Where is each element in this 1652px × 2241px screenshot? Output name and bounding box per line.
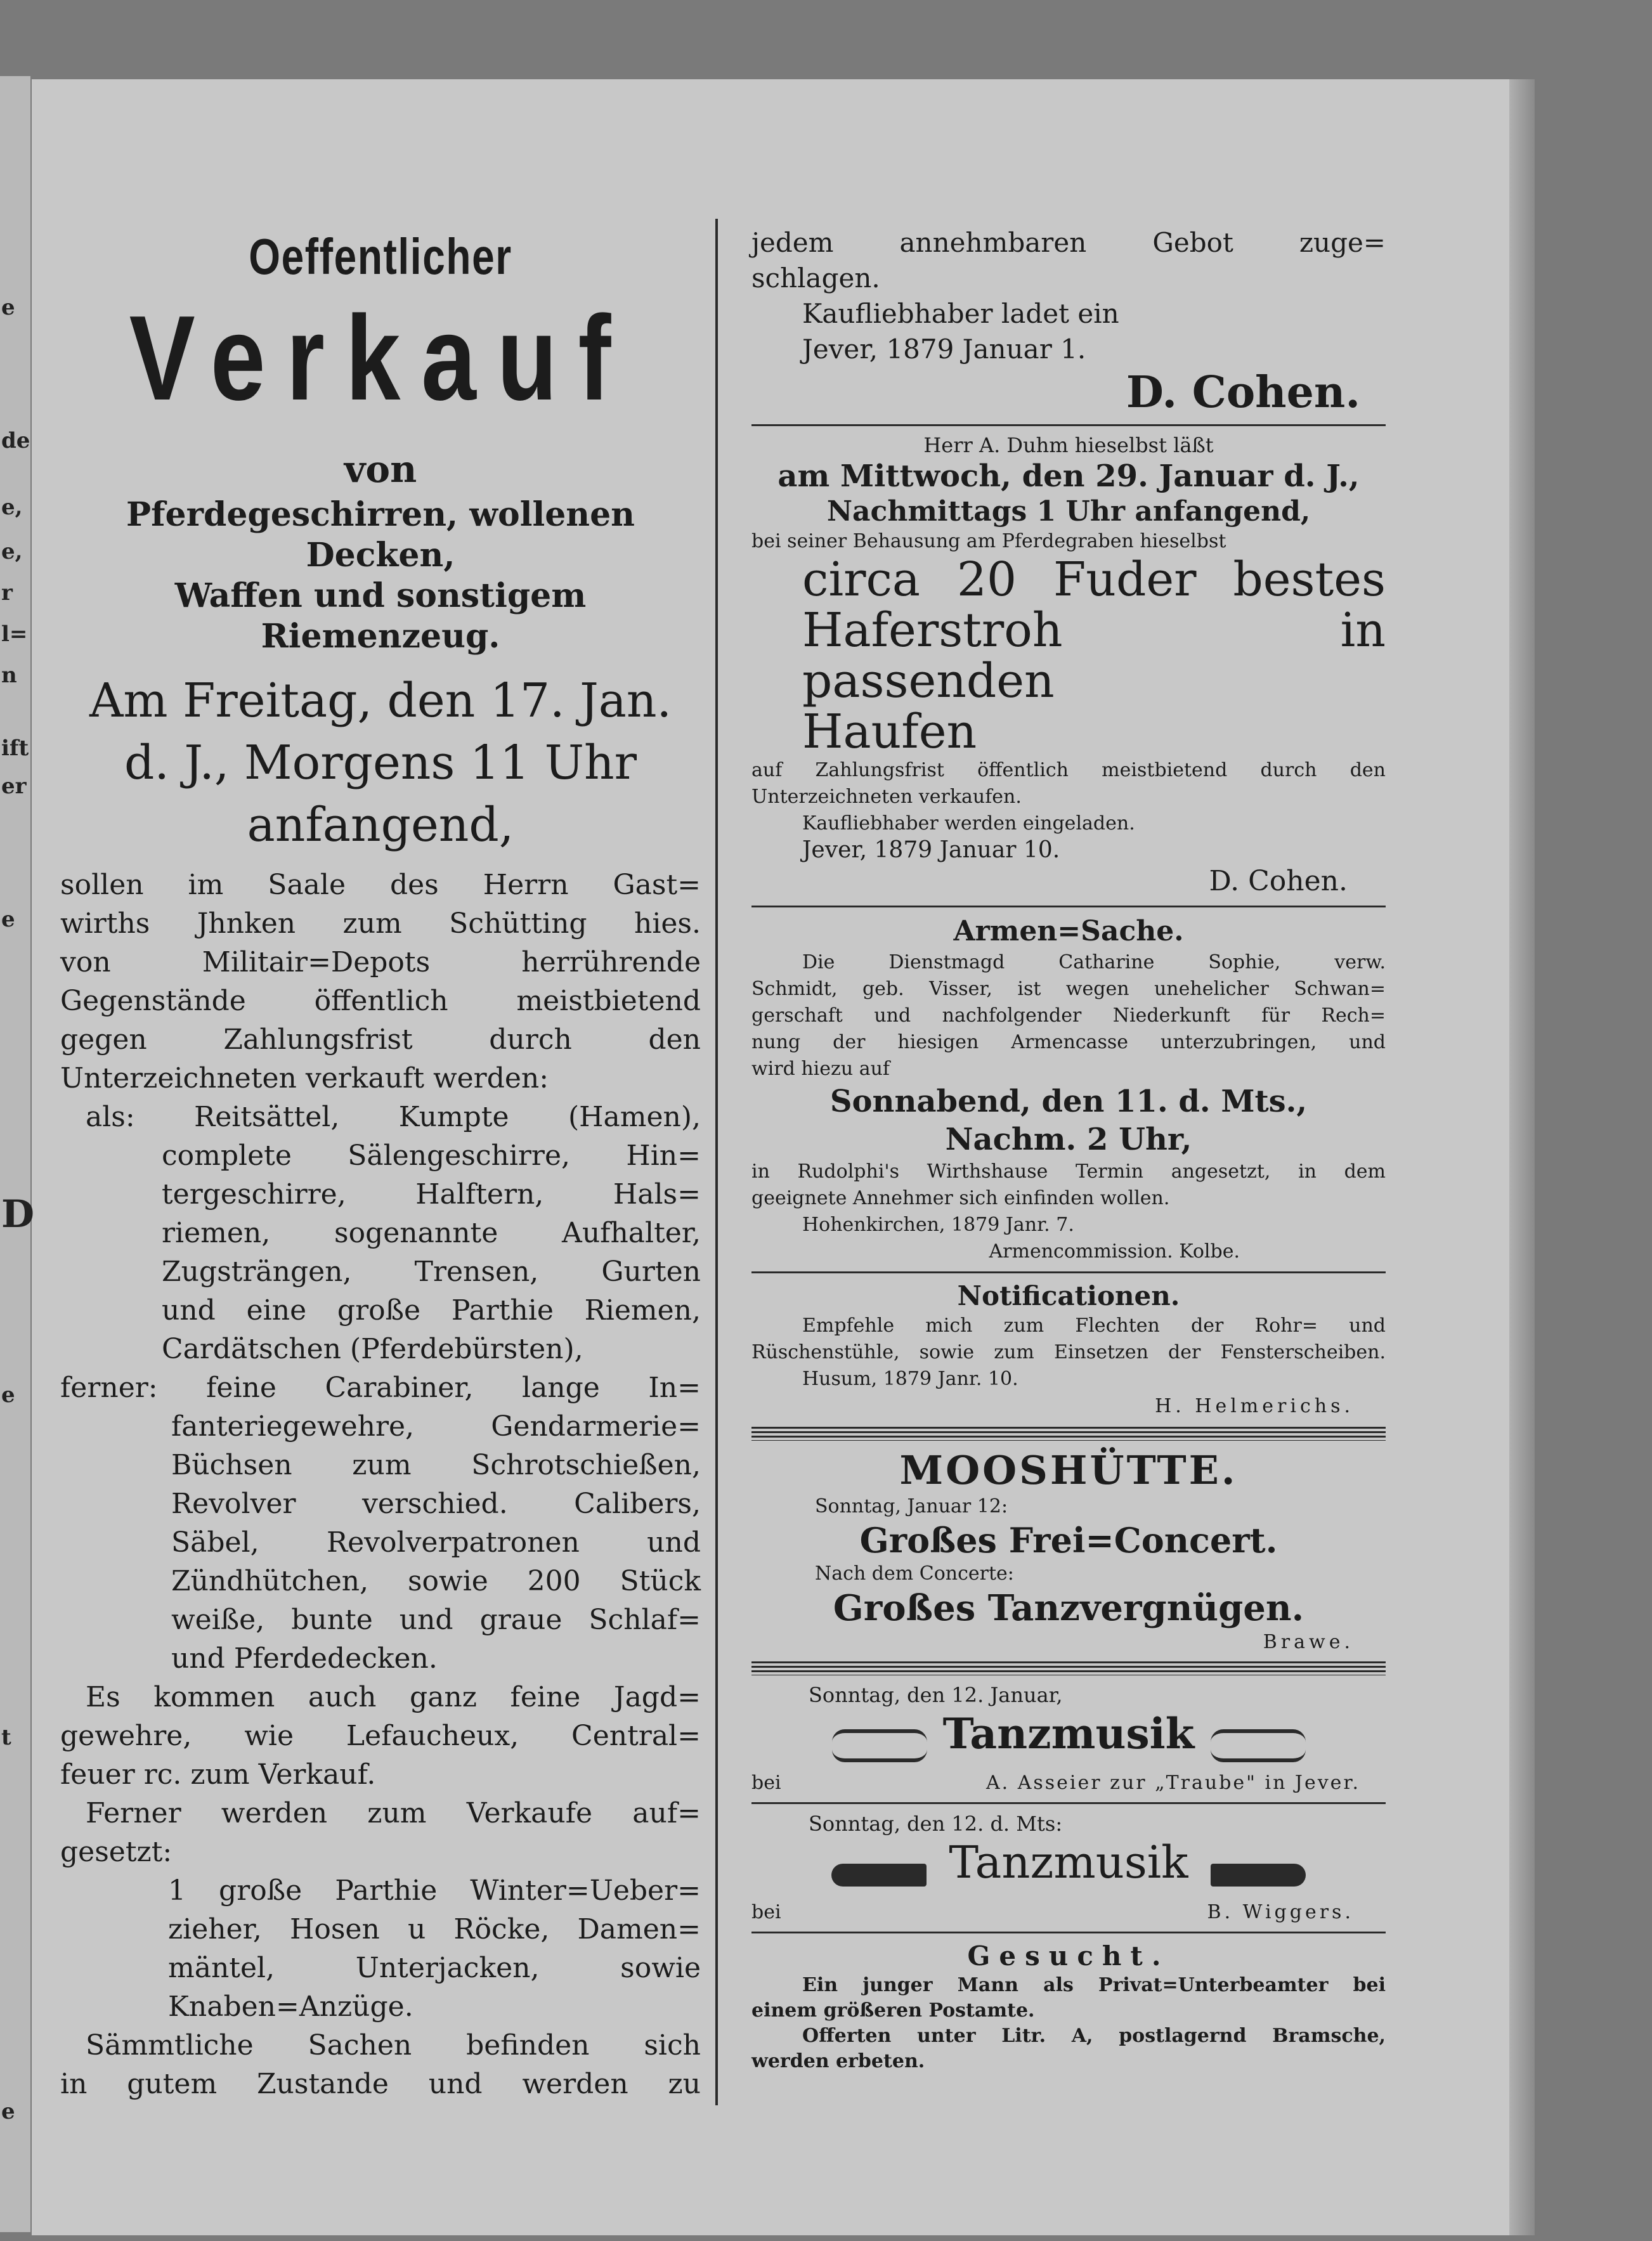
ad-line: Nach dem Concerte: <box>815 1562 1014 1585</box>
item-line: und eine große Parthie Riemen, <box>162 1294 701 1327</box>
ad-body <box>60 866 701 1098</box>
body-line: Empfehle mich zum Flechten der Rohr= und <box>802 1315 1386 1337</box>
item-line: Zündhütchen, sowie 200 Stück <box>171 1565 701 1597</box>
body-line: Schmidt, geb. Visser, ist wegen unehelicher Schwan= <box>751 978 1386 1000</box>
item-line: und Pferdedecken. <box>171 1642 438 1675</box>
body-line: wirths Jhnken zum Schütting hies. <box>60 907 701 940</box>
ad-line: Herr A. Duhm hieselbst läßt <box>923 433 1214 457</box>
para-line: Es kommen auch ganz feine Jagd= <box>86 1681 701 1713</box>
margin-fragment: e, <box>1 495 23 520</box>
ad-line: am Mittwoch, den 29. Januar d. J., <box>777 458 1360 494</box>
body-line: gegen Zahlungsfrist durch den <box>60 1023 701 1056</box>
ad-armen-sache <box>751 914 1386 1265</box>
ad-title: Tanzmusik <box>949 1836 1188 1888</box>
item-line: tergeschirre, Halftern, Hals= <box>162 1178 701 1211</box>
margin-fragment: e <box>1 295 15 320</box>
subtitle-line: Waffen und sonstigem <box>174 576 587 615</box>
divider <box>751 1802 1386 1804</box>
body-line: Die Dienstmagd Catharine Sophie, verw. <box>802 951 1386 973</box>
margin-fragment: de <box>1 428 30 453</box>
bei: bei <box>751 1901 781 1923</box>
body-line: Hohenkirchen, 1879 Janr. 7. <box>802 1214 1074 1236</box>
ad-body <box>751 1973 1386 2074</box>
ad-heading: Gesucht. <box>967 1940 1170 1971</box>
ad-title-line1: Oeffentlicher <box>249 228 512 285</box>
para-line: Knaben=Anzüge. <box>168 1991 413 2023</box>
body-line: Offerten unter Litr. A, postlagernd Bramsche, <box>802 2025 1386 2047</box>
ad-items-ferner <box>60 1368 701 1678</box>
ornament-left-icon <box>832 1729 927 1762</box>
item-line: fanteriegewehre, Gendarmerie= <box>171 1410 701 1443</box>
divider <box>751 906 1386 907</box>
pointing-hand-right-icon <box>831 1864 927 1887</box>
ad-para-sachen <box>60 2026 701 2103</box>
ad-line: Sonntag, Januar 12: <box>815 1495 1008 1517</box>
tanzmusik-row <box>751 1837 1386 1900</box>
divider-triple <box>751 1427 1386 1441</box>
ad-heading: MOOSHÜTTE. <box>899 1447 1238 1493</box>
margin-fragment: e, <box>1 539 23 564</box>
margin-fragment: l= <box>1 621 28 647</box>
body-line: von Militair=Depots herrührende <box>60 946 701 978</box>
ad-para-jagdgewehre <box>60 1678 701 1794</box>
ad-para-parthie <box>60 1871 701 2026</box>
cont-line: jedem annehmbaren Gebot zuge= <box>751 227 1386 258</box>
ad-body <box>751 757 1386 864</box>
para-line: feuer rc. zum Verkauf. <box>60 1758 376 1791</box>
para-line: zieher, Hosen u Röcke, Damen= <box>168 1913 701 1945</box>
margin-fragment: D <box>1 1192 35 1237</box>
margin-fragment: e <box>1 2099 15 2124</box>
item-line: weiße, bunte und graue Schlaf= <box>171 1604 701 1636</box>
body-line: sollen im Saale des Herrn Gast= <box>60 869 701 901</box>
host: A. Asseier zur „Traube" in Jever. <box>985 1772 1360 1794</box>
item-line: Büchsen zum Schrotschießen, <box>171 1449 701 1481</box>
ad-line: Großes Tanzvergnügen. <box>833 1587 1304 1629</box>
ad-line: Sonntag, den 12. Januar, <box>809 1683 1063 1707</box>
ad-tanzmusik-wiggers <box>751 1810 1386 1925</box>
ad-host-line <box>751 1770 1386 1796</box>
item-line: Säbel, Revolverpatronen und <box>171 1526 701 1559</box>
ad-line: Nachmittags 1 Uhr anfangend, <box>826 495 1311 528</box>
ad-para-ferner <box>60 1794 701 1871</box>
date-line: anfangend, <box>247 798 514 852</box>
body-line: in Rudolphi's Wirthshause Termin angesetzt, in dem <box>751 1160 1386 1183</box>
margin-fragment: n <box>1 663 17 688</box>
para-line: gewehre, wie Lefaucheux, Central= <box>60 1720 701 1752</box>
body-line: Rüschenstühle, sowie zum Einsetzen der Fensterscheiben. <box>751 1341 1386 1363</box>
cont-line: Kaufliebhaber ladet ein <box>802 298 1119 329</box>
ad-title-line2: Verkauf <box>129 291 632 425</box>
ad-date <box>60 670 701 856</box>
para-line: Ferner werden zum Verkaufe auf= <box>86 1797 701 1829</box>
ad-mooshuette <box>751 1447 1386 1655</box>
para-line: 1 große Parthie Winter=Ueber= <box>168 1874 701 1907</box>
ad-date: Nachm. 2 Uhr, <box>945 1122 1192 1157</box>
body-line: geeignete Annehmer sich einfinden wollen. <box>751 1187 1170 1209</box>
body-line: Husum, 1879 Janr. 10. <box>802 1368 1018 1390</box>
ad-heading: Armen=Sache. <box>953 915 1184 947</box>
body-line: Unterzeichneten verkauft werden: <box>60 1062 549 1095</box>
bei: bei <box>751 1772 781 1794</box>
ad-von: von <box>344 448 417 491</box>
body-line: Kaufliebhaber werden eingeladen. <box>802 812 1135 835</box>
ad-tanzmusik-traube <box>751 1682 1386 1796</box>
subtitle-line: Pferdegeschirren, wollenen Decken, <box>126 495 635 575</box>
item-line: Cardätschen (Pferdebürsten), <box>162 1333 583 1365</box>
cont-line: Jever, 1879 Januar 1. <box>802 334 1086 365</box>
signature: Armencommission. Kolbe. <box>989 1240 1240 1263</box>
body-line: nung der hiesigen Armencasse unterzubringen, und <box>751 1031 1386 1053</box>
date-line: d. J., Morgens 11 Uhr <box>124 736 637 790</box>
date-line: Am Freitag, den 17. Jan. <box>89 673 672 728</box>
para-line: mäntel, Unterjacken, sowie <box>168 1952 701 1984</box>
ad-host-line <box>751 1900 1386 1925</box>
ad-line: bei seiner Behausung am Pferdegraben hieselbst <box>751 530 1226 552</box>
body-line: wird hiezu auf <box>751 1058 890 1080</box>
para-line: gesetzt: <box>60 1836 172 1868</box>
cont-line: schlagen. <box>751 263 880 294</box>
body-line: gerschaft und nachfolgender Niederkunft für Rech= <box>751 1004 1386 1027</box>
divider <box>751 1932 1386 1933</box>
ad-body <box>751 1159 1386 1238</box>
body-line: werden erbeten. <box>751 2050 925 2072</box>
left-page-margin <box>0 76 35 2232</box>
item-line: ferner: feine Carabiner, lange In= <box>60 1372 701 1404</box>
divider-triple <box>751 1661 1386 1675</box>
signature-cohen: D. Cohen. <box>1209 865 1348 897</box>
left-column-ad <box>60 222 701 2103</box>
ad-heading: Notificationen. <box>957 1280 1180 1311</box>
ad-line: Großes Frei=Concert. <box>859 1520 1278 1561</box>
ad-items-als <box>60 1098 701 1368</box>
margin-fragment: r <box>1 580 13 606</box>
big-line: Haferstroh in passenden <box>802 603 1386 708</box>
item-line: als: Reitsättel, Kumpte (Hamen), <box>86 1101 701 1133</box>
body-line: Unterzeichneten verkaufen. <box>751 786 1022 808</box>
ad-date: Sonnabend, den 11. d. Mts., <box>829 1084 1308 1119</box>
subtitle-line: Riemenzeug. <box>261 617 500 656</box>
item-line: complete Sälengeschirre, Hin= <box>162 1140 701 1172</box>
ad-body <box>751 1313 1386 1393</box>
para-line: Sämmtliche Sachen befinden sich <box>86 2029 701 2062</box>
tanzmusik-row <box>751 1708 1386 1770</box>
column-divider <box>715 219 718 2105</box>
big-line: circa 20 Fuder bestes <box>802 552 1386 607</box>
body-line: Jever, 1879 Januar 10. <box>802 837 1060 863</box>
ad-big-text <box>751 554 1386 757</box>
divider <box>751 424 1386 426</box>
margin-fragment: e <box>1 1382 15 1408</box>
signature-cohen: D. Cohen. <box>1126 367 1360 418</box>
big-line: Haufen <box>802 705 977 759</box>
ad-title: Tanzmusik <box>942 1709 1195 1758</box>
body-line: einem größeren Postamte. <box>751 1999 1035 2022</box>
margin-fragment: t <box>1 1725 11 1750</box>
host: B. Wiggers. <box>1207 1901 1354 1923</box>
body-line: Ein junger Mann als Privat=Unterbeamter bei <box>802 1974 1386 1996</box>
page-edge-shadow <box>1509 79 1535 2235</box>
item-line: Revolver verschied. Calibers, <box>171 1488 701 1520</box>
ad-subtitle <box>60 495 701 657</box>
divider <box>751 1271 1386 1273</box>
margin-fragment: ift <box>1 736 29 761</box>
right-column <box>751 225 1386 2074</box>
item-line: Zugsträngen, Trensen, Gurten <box>162 1256 701 1288</box>
body-line: Gegenstände öffentlich meistbietend <box>60 985 701 1017</box>
ad-line: Sonntag, den 12. d. Mts: <box>809 1812 1063 1836</box>
margin-fragment: er <box>1 774 27 799</box>
ad-haferstroh <box>751 432 1386 899</box>
signature: Brawe. <box>1263 1631 1354 1653</box>
body-line: auf Zahlungsfrist öffentlich meistbietend durch den <box>751 759 1386 781</box>
ad-gesucht <box>751 1940 1386 2074</box>
pointing-hand-left-icon <box>1211 1864 1306 1887</box>
ad-continuation <box>751 225 1386 367</box>
signature: H. Helmerichs. <box>1155 1395 1354 1417</box>
margin-fragment: e <box>1 907 15 932</box>
ad-body <box>751 949 1386 1082</box>
item-line: riemen, sogenannte Aufhalter, <box>162 1217 701 1249</box>
ad-notificationen <box>751 1280 1386 1420</box>
ornament-right-icon <box>1211 1729 1306 1762</box>
para-line: in gutem Zustande und werden zu <box>60 2068 701 2100</box>
